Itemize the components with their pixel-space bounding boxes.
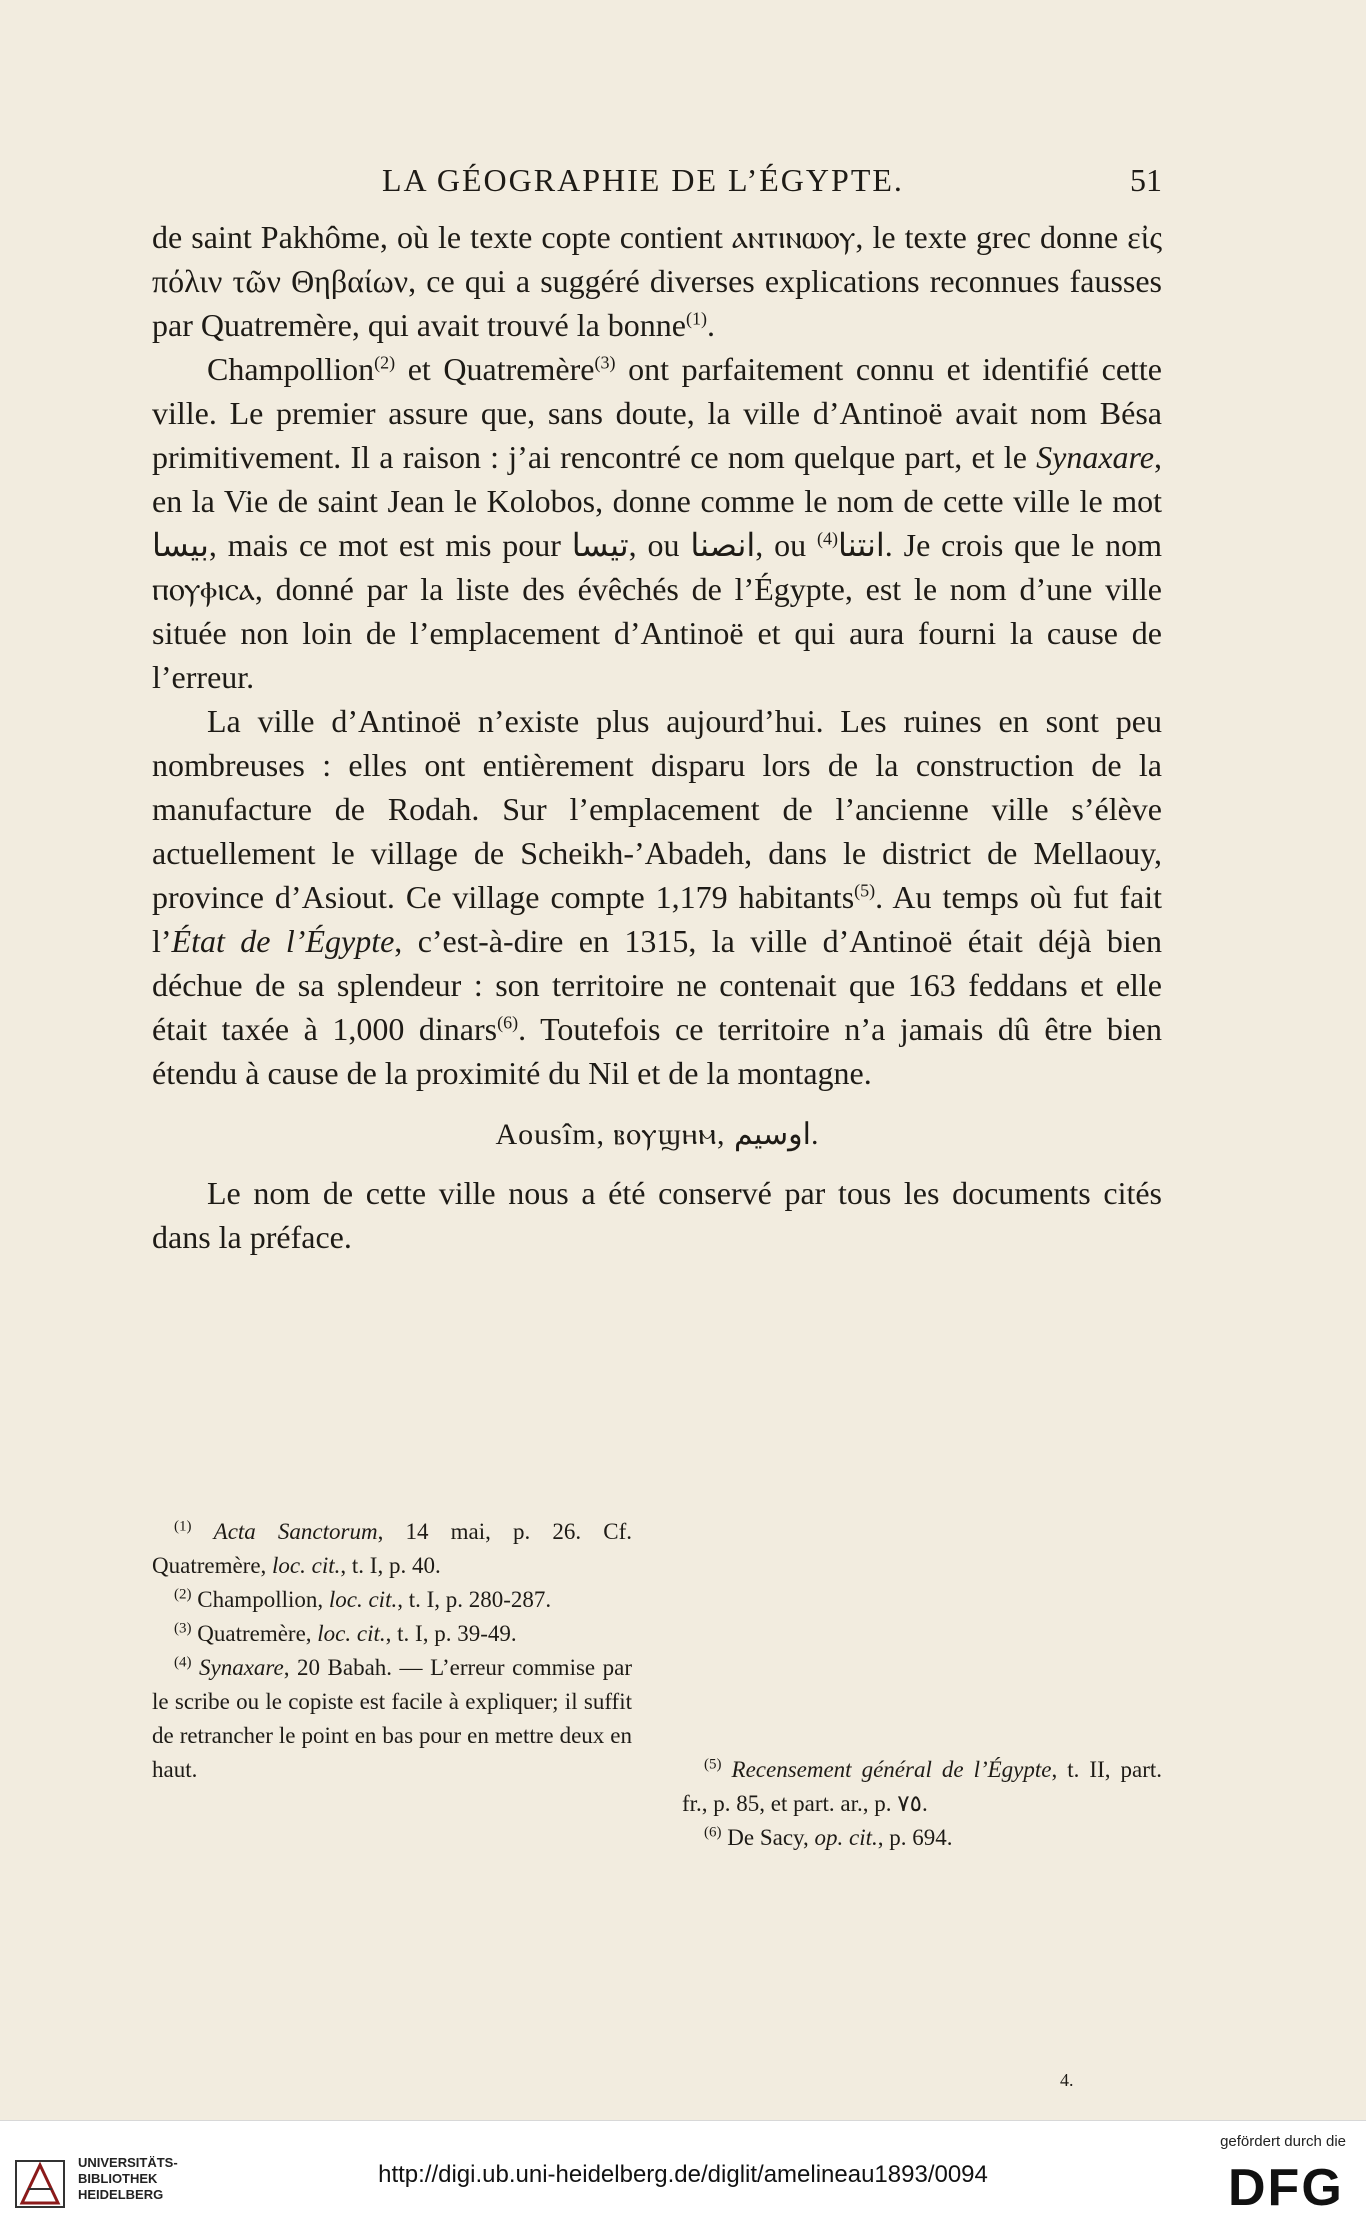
paragraph-1-text: de saint Pakhôme, où le texte copte contient ⲁⲛⲧⲓⲛⲱⲟⲩ, le texte grec donne εἰς πόλιν τῶν Θηβαίων, ce qui a suggéré diverses explications reconnues fausses par Quatremère, qui avait trouvé la bonne (152, 219, 1162, 343)
footnote-6-loc: op. cit. (814, 1825, 878, 1850)
footnote-5-title: Recensement général de l’Égypte (731, 1757, 1052, 1782)
paragraph-3-text-a: La ville d’Antinoë n’existe plus aujourd’hui. Les ruines en sont peu nombreuses : elles ont entièrement disparu lors de la construction de la manufacture de Rodah. Sur l’emplacement de l’ancienne ville s’élève actuellement le village de Scheikh-’Abadeh, dans le district de Mellaouy, province d’Asiout. Ce village compte 1,179 habitants (152, 703, 1162, 915)
paragraph-2-text-b: et Quatremère (395, 351, 595, 387)
page-header (152, 162, 1162, 202)
footnote-5-text: , t. II, part. fr., p. 85, et part. ar., p. ٧٥. (682, 1757, 1162, 1816)
footnote-ref-5: (5) (854, 880, 876, 901)
logo-line-3: HEIDELBERG (78, 2187, 164, 2202)
footnote-6-text-b: , p. 694. (877, 1825, 953, 1850)
section-heading: Aousîm, ⲃⲟⲩϣⲏⲙ, اوسيم. (495, 1118, 819, 1151)
paragraph-1 (152, 215, 1162, 347)
viewer-footer (0, 2120, 1366, 2233)
paragraph-2-text-e: . Je crois que le nom ⲡⲟⲩⲫⲓⲥⲁ, donné par la liste des évêchés de l’Égypte, est le nom d’une ville située non loin de l’emplacement d’Antinoë et qui aura fourni la cause de l’erreur. (152, 527, 1163, 695)
footnote-6-text-a: De Sacy, (727, 1825, 815, 1850)
main-text (152, 215, 1162, 1259)
title-synaxare: Synaxare (1036, 439, 1154, 475)
paragraph-2-text-c: ont parfaitement connu et identifié cette ville. Le premier assure que, sans doute, la ville d’Antinoë avait nom Bésa primitivement. Il a raison : j’ai rencontré ce nom quelque part, et le (152, 351, 1163, 475)
signature-mark: 4. (1060, 2070, 1074, 2090)
footnote-3-loc: loc. cit. (317, 1621, 386, 1646)
footnote-ref-2: (2) (374, 352, 396, 373)
paragraph-1-end: . (707, 307, 715, 343)
footnote-2-text-b: , t. I, p. 280-287. (397, 1587, 552, 1612)
paragraph-2-text-d: , en la Vie de saint Jean le Kolobos, donne comme le nom de cette ville le mot بيسا, mais ce mot est mis pour تيسا, ou انصنا, ou انتنا (152, 439, 1162, 563)
dfg-logo-text: DFG (1228, 2159, 1344, 2215)
permalink-url[interactable]: http://digi.ub.uni-heidelberg.de/diglit/amelineau1893/0094 (378, 2161, 988, 2188)
footnote-2-number: (2) (174, 1586, 192, 1603)
footnote-2 (152, 1583, 632, 1617)
title-etat-egypte: État de l’Égypte (171, 923, 395, 959)
footnote-1-text-a: , 14 mai, p. 26. Cf. Quatremère, (152, 1519, 633, 1578)
footnote-5 (682, 1753, 1162, 1821)
logo-line-1: UNIVERSITÄTS- (78, 2155, 178, 2170)
footnote-3-number: (3) (174, 1620, 192, 1637)
paragraph-3 (152, 699, 1162, 1095)
paragraph-3-text-c: , c’est-à-dire en 1315, la ville d’Antinoë était déjà bien déchue de sa splendeur : son territoire ne contenait que 163 feddans et elle était taxée à 1,000 dinars (152, 923, 1162, 1047)
footnote-3-text-a: Quatremère, (197, 1621, 318, 1646)
footnote-4-text: , 20 Babah. — L’erreur commise par le scribe ou le copiste est facile à expliquer; il suffit de retrancher le point en bas pour en mettre deux en haut. (152, 1655, 632, 1782)
footnote-ref-3: (3) (594, 352, 616, 373)
footnote-ref-6: (6) (497, 1012, 519, 1033)
dfg-logo-icon (1224, 2153, 1348, 2215)
footnote-ref-4: (4) (816, 528, 838, 549)
footnote-1-number: (1) (174, 1518, 192, 1535)
running-title: LA GÉOGRAPHIE DE L’ÉGYPTE. (382, 162, 904, 198)
paragraph-4: Le nom de cette ville nous a été conservé par tous les documents cités dans la préface. (152, 1175, 1162, 1255)
footnote-4-number: (4) (174, 1654, 192, 1671)
footnote-2-text-a: Champollion, (197, 1587, 329, 1612)
paragraph-2 (152, 347, 1162, 699)
footnote-4 (152, 1651, 632, 1787)
footnote-ref-1: (1) (686, 308, 707, 329)
footnotes-right-column (682, 1753, 1162, 1855)
footnote-6 (682, 1821, 1162, 1855)
footnote-4-title: Synaxare (199, 1655, 284, 1680)
footnote-2-loc: loc. cit. (328, 1587, 398, 1612)
footnote-1-title: Acta Sanctorum (213, 1519, 378, 1544)
funding-note: gefördert durch die (1220, 2133, 1346, 2150)
footnote-1-loc: loc. cit. (272, 1553, 341, 1578)
footnote-6-number: (6) (704, 1824, 722, 1841)
paragraph-3-text-b: . Au temps où fut fait l’ (152, 879, 1163, 959)
footnote-3 (152, 1617, 632, 1651)
footnote-1 (152, 1515, 632, 1583)
logo-line-2: BIBLIOTHEK (78, 2171, 158, 2186)
paragraph-3-text-d: . Toutefois ce territoire n’a jamais dû être bien étendu à cause de la proximité du Nil et de la montagne. (152, 1011, 1163, 1091)
footnotes-left-column (152, 1515, 632, 1787)
paragraph-2-text-a: Champollion (207, 351, 375, 387)
footnote-1-text-b: , t. I, p. 40. (340, 1553, 441, 1578)
page-number: 51 (1130, 162, 1162, 198)
footnote-5-number: (5) (704, 1756, 722, 1773)
footnote-3-text-b: , t. I, p. 39-49. (385, 1621, 517, 1646)
